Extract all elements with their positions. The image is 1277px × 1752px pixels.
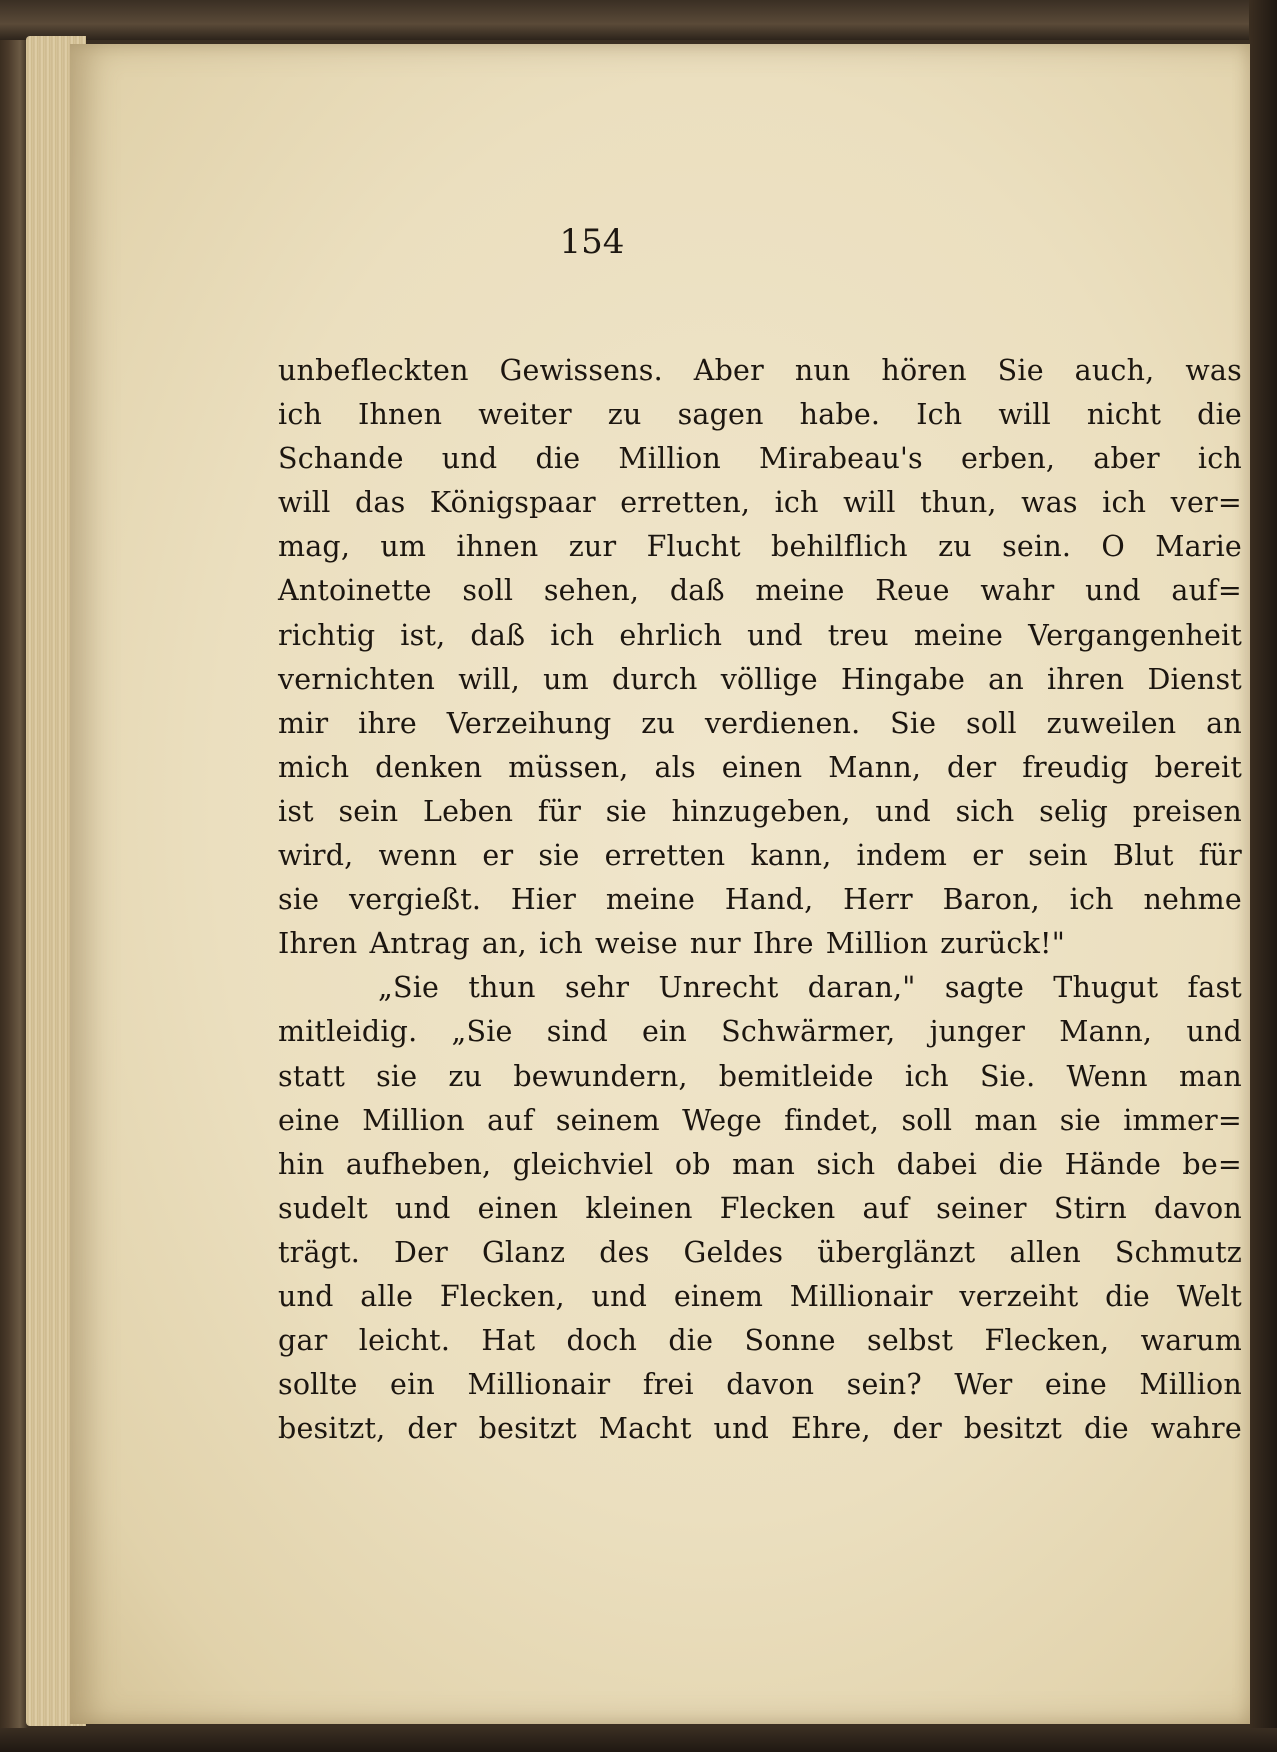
word: auf [487,1103,534,1137]
word: einem [673,1279,764,1313]
word: ihre [358,706,417,740]
word: Hände [1064,1147,1162,1181]
word: aufheben, [345,1147,492,1181]
word: um [380,530,427,564]
word: nun [794,354,851,387]
word: sein [1028,839,1088,873]
word: sagte [944,971,1025,1005]
text-line [278,349,1242,393]
word: er [482,839,514,873]
word: Ich [916,398,963,432]
word: der [947,750,997,784]
word: ich [774,486,819,520]
word: weise [594,927,678,961]
text-line [278,922,1242,966]
word: Million [362,1103,465,1137]
word: Millionair [467,1368,611,1402]
text-line [278,614,1242,658]
word: kann, [750,839,832,873]
word: an [1206,706,1242,740]
word: verdienen. [704,706,861,740]
word: Mann, [828,750,922,784]
word: Mann, [1059,1015,1153,1049]
word: die [668,1324,714,1358]
text-line [278,1099,1242,1143]
word: O [1101,530,1125,564]
word: zu [607,398,642,432]
book-cover-right-edge [1249,0,1277,1752]
word: Antrag [369,927,470,961]
word: leicht. [358,1324,451,1358]
text-line [278,966,1242,1010]
word: müssen, [508,750,629,784]
text-line [278,1187,1242,1231]
word: sind [546,1015,608,1049]
word: gar [278,1324,328,1358]
text-line [278,878,1242,922]
word: alle [360,1279,414,1313]
word: was [1021,486,1078,520]
word: man [1178,1059,1242,1093]
word: Herr [843,883,913,917]
word: zuweilen [1046,706,1177,740]
word: daß [669,574,725,608]
word: trägt. [278,1235,361,1269]
text-line [278,702,1242,746]
word: Sonne [744,1324,836,1358]
word: überglänzt [817,1235,976,1269]
word: dabei [896,1147,978,1181]
word: Schande [278,442,404,476]
word: auch, [1074,354,1155,387]
text-line [278,834,1242,878]
word: um [543,662,589,696]
word: Der [394,1235,448,1269]
word: will [843,486,896,520]
word: und [591,1279,648,1313]
word: Flecken [719,1191,836,1225]
word: sie [1059,1103,1101,1137]
word: Ihnen [358,398,443,432]
word: Marie [1155,530,1242,564]
word: seiner [936,1191,1027,1225]
word: er [972,839,1004,873]
book-cover-top-edge [0,0,1277,40]
word: Stirn [1053,1191,1127,1225]
word: ihren [1047,662,1125,696]
word: will [998,398,1051,432]
word: Hand, [724,883,814,917]
word: ich [278,398,323,432]
word: aber [1093,442,1160,476]
text-line [278,746,1242,790]
word: erben, [960,442,1056,476]
word: davon [726,1368,815,1402]
word: völlige [720,662,818,696]
text-line [278,437,1242,481]
word: wenn [378,839,458,873]
word: ein [390,1368,435,1402]
word: sollte [278,1368,358,1402]
word: und [875,794,931,828]
word: und [394,1191,451,1225]
word: ich [904,1059,949,1093]
word: mitleidig. [278,1015,418,1049]
word: thun, [920,486,997,520]
text-line [278,658,1242,702]
word: Geldes [683,1235,784,1269]
word: Schwärmer, [721,1015,896,1049]
word: meine [913,618,1004,652]
word: mir [278,706,329,740]
word: ein [642,1015,687,1049]
word: nur [689,927,741,961]
word: habe. [799,398,881,432]
word: hin [278,1147,325,1181]
word: Flucht [646,530,741,564]
word: man [732,1147,796,1181]
word: soll [901,1103,953,1137]
word: ob [674,1147,711,1181]
word: Antoinette [278,574,432,608]
word: zu [641,706,676,740]
word: soll [966,706,1017,740]
word: eine [278,1103,341,1137]
word: Hier [510,883,577,917]
word: sein? [846,1368,922,1402]
word: Ihre [752,927,814,961]
text-line [278,1231,1242,1275]
word: treu [827,618,889,652]
word: be= [1182,1147,1242,1181]
text-line [278,790,1242,834]
word: mag, [278,530,351,564]
word: und [713,1412,770,1446]
word: zurück!" [940,927,1066,961]
page-number: 154 [559,222,625,262]
word: verzeiht [959,1279,1079,1313]
word: Glanz [481,1235,566,1269]
text-line [278,1319,1242,1363]
word: durch [612,662,698,696]
word: ehrlich [619,618,723,652]
text-line [278,1275,1242,1319]
word: indem [856,839,948,873]
word: „Sie [451,1015,513,1049]
word: denken [375,750,483,784]
word: Flecken, [439,1279,565,1313]
word: wahre [1150,1412,1242,1446]
word: sich [955,794,1015,828]
word: thun [468,971,536,1005]
word: sein [338,794,399,828]
word: doch [566,1324,638,1358]
word: warum [1140,1324,1242,1358]
word: auf= [1171,574,1242,608]
word: Ihren [278,927,358,961]
word: richtig [278,618,376,652]
word: nicht [1086,398,1162,432]
word: preisen [1132,794,1242,828]
word: davon [1154,1191,1242,1225]
word: sich [816,1147,876,1181]
word: zur [568,530,617,564]
word: will [278,486,331,520]
word: einen [477,1191,559,1225]
word: Millionair [789,1279,933,1313]
word: Welt [1176,1279,1242,1313]
word: man [974,1103,1038,1137]
word: Ehre, [791,1412,871,1446]
word: Million [825,927,929,961]
word: und [1085,574,1141,608]
word: Hat [481,1324,536,1358]
word: was [1185,354,1242,387]
word: einen [721,750,803,784]
word: mich [278,750,350,784]
word: die [535,442,581,476]
word: vernichten [278,662,436,696]
word: findet, [784,1103,880,1137]
word: der [892,1412,942,1446]
word: meine [605,883,696,917]
word: Hingabe [840,662,966,696]
word: immer= [1123,1103,1242,1137]
word: Blut [1113,839,1174,873]
word: gleichviel [512,1147,654,1181]
word: an, [481,927,527,961]
word: Macht [598,1412,692,1446]
word: weiter [478,398,572,432]
word: Dienst [1147,662,1242,696]
word: Vergangenheit [1028,618,1242,652]
word: und [278,1279,334,1313]
word: sagen [677,398,764,432]
word: Sie [997,354,1044,387]
word: bewundern, [513,1059,688,1093]
word: ich [1102,486,1147,520]
text-line [278,1143,1242,1187]
book-page [70,44,1250,1724]
word: sie [605,794,647,828]
word: Sie. [979,1059,1036,1093]
word: ich [538,927,583,961]
word: zu [938,530,972,564]
word: Verzeihung [446,706,612,740]
word: besitzt, [278,1412,386,1446]
word: die [1083,1412,1129,1446]
word: soll [462,574,514,608]
word: sie [278,883,320,917]
word: die [1197,398,1242,432]
word: Reue [875,574,950,608]
word: sehr [564,971,630,1005]
word: Gewissens. [499,354,663,387]
word: und [441,442,498,476]
word: Baron, [942,883,1040,917]
text-line [278,525,1242,569]
word: ihnen [456,530,539,564]
word: nehme [1143,883,1242,917]
word: behilflich [771,530,908,564]
word: ich [1069,883,1114,917]
text-line [278,569,1242,613]
word: hören [881,354,967,387]
word: hinzugeben, [671,794,851,828]
text-line [278,1407,1242,1451]
word: junger [929,1015,1026,1049]
word: besitzt [963,1412,1063,1446]
word: sie [538,839,580,873]
word: die [1105,1279,1150,1313]
word: und [747,618,803,652]
word: ist [278,794,314,828]
word: Wenn [1066,1059,1148,1093]
text-line [278,481,1242,525]
word: Leben [422,794,514,828]
word: wird, [278,839,354,873]
word: ver= [1170,486,1242,520]
word: Mirabeau's [759,442,923,476]
word: erretten, [620,486,751,520]
word: Unrecht [658,971,779,1005]
word: bemitleide [718,1059,874,1093]
word: kleinen [585,1191,693,1225]
text-line [278,1010,1242,1054]
word: Sie [890,706,937,740]
word: ist, [400,618,446,652]
word: „Sie [378,971,440,1005]
word: ich [550,618,595,652]
word: besitzt [478,1412,577,1446]
word: der [407,1412,457,1446]
word: will, [458,662,520,696]
word: erretten [604,839,726,873]
word: Königspaar [429,486,596,520]
word: Million [1139,1368,1242,1402]
word: für [1198,839,1242,873]
word: das [354,486,406,520]
word: Aber [693,354,764,387]
body-text [278,349,1242,1451]
word: vergießt. [348,883,482,917]
word: daß [470,618,526,652]
word: für [537,794,582,828]
word: statt [278,1059,345,1093]
word: wahr [980,574,1055,608]
word: des [599,1235,650,1269]
word: meine [755,574,845,608]
word: sudelt [278,1191,368,1225]
word: daran," [807,971,916,1005]
word: Million [618,442,721,476]
word: Wer [954,1368,1013,1402]
word: auf [862,1191,909,1225]
word: selig [1039,794,1109,828]
word: an [988,662,1024,696]
word: zu [448,1059,483,1093]
word: Flecken, [984,1324,1110,1358]
word: selbst [867,1324,954,1358]
word: Thugut [1053,971,1159,1005]
text-line [278,1363,1242,1407]
word: allen [1009,1235,1081,1269]
word: sein. [1002,530,1072,564]
word: Wege [682,1103,762,1137]
text-line [278,1055,1242,1099]
word: bereit [1154,750,1242,784]
word: unbefleckten [278,354,469,387]
word: die [998,1147,1044,1181]
word: sehen, [543,574,640,608]
word: fast [1187,971,1242,1005]
word: frei [642,1368,694,1402]
text-line [278,393,1242,437]
word: eine [1044,1368,1107,1402]
word: freudig [1022,750,1129,784]
word: und [1186,1015,1242,1049]
word: als [654,750,696,784]
word: Schmutz [1114,1235,1242,1269]
word: ich [1197,442,1242,476]
book-cover-bottom-edge [0,1728,1277,1752]
word: seinem [555,1103,660,1137]
word: sie [376,1059,418,1093]
